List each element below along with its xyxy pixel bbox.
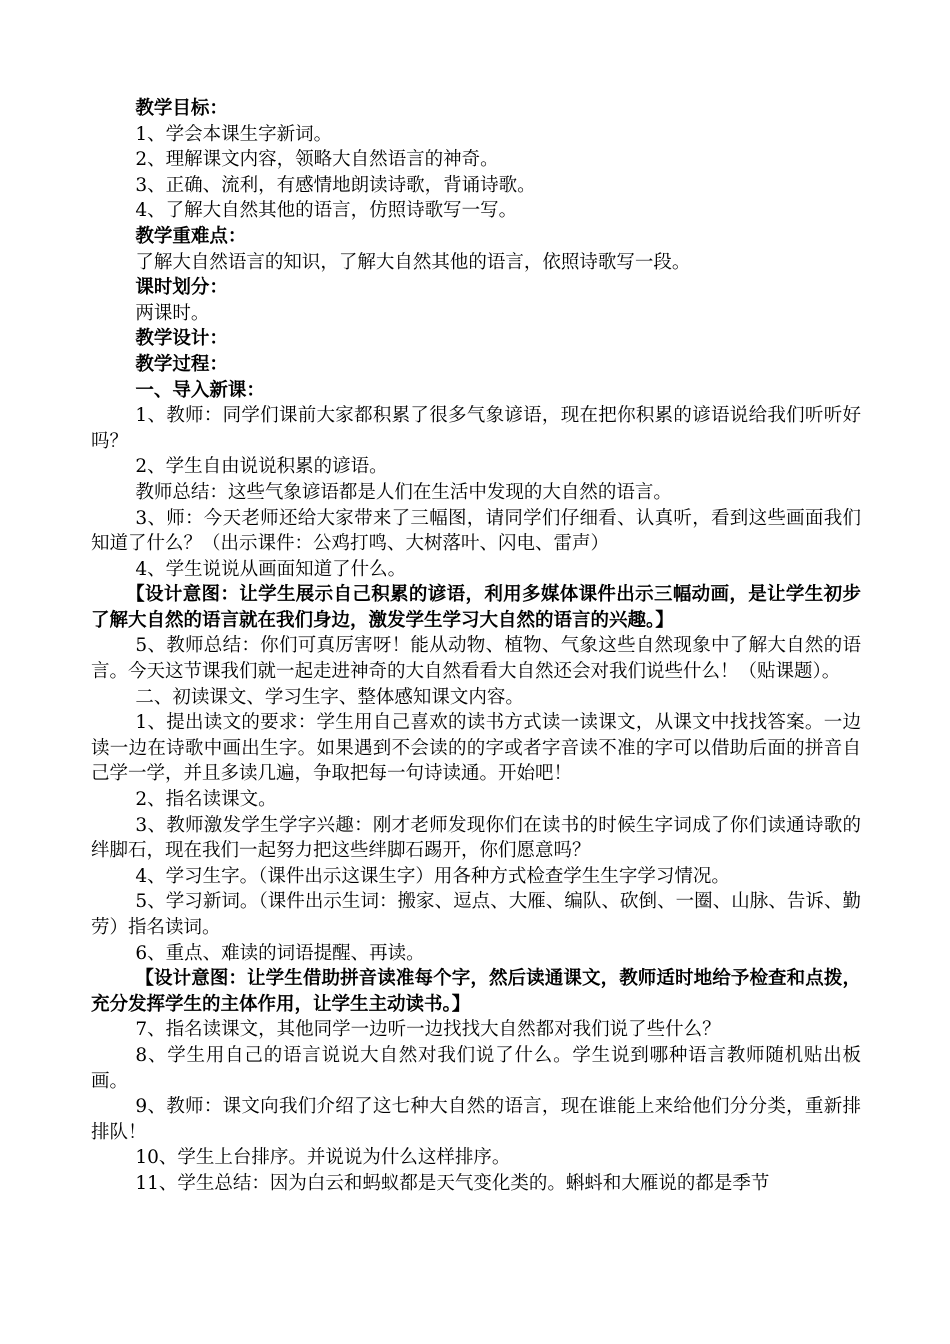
section-heading: 教学过程： (135, 353, 228, 375)
section-heading: 课时划分： (135, 277, 228, 299)
body-paragraph: 2、理解课文内容，领略大自然语言的神奇。 (135, 149, 499, 171)
design-intent-paragraph: 【设计意图：让学生展示自己积累的谚语，利用多媒体课件出示三幅动画，是让学生初步了解大自然的语言就在我们身边，激发学生学习大自然的语言的兴趣。】 (91, 584, 861, 631)
body-paragraph: 2、指名读课文。 (135, 789, 277, 811)
body-paragraph: 5、学习新词。（课件出示生词：搬家、逗点、大雁、编队、砍倒、一圈、山脉、告诉、勤劳）指名读词。 (91, 891, 861, 938)
section-heading: 一、导入新课： (135, 379, 265, 401)
body-paragraph: 7、指名读课文，其他同学一边听一边找找大自然都对我们说了些什么？ (135, 1019, 721, 1041)
body-paragraph: 4、学习生字。（课件出示这课生字）用各种方式检查学生生字学习情况。 (135, 865, 730, 887)
design-intent-paragraph: 【设计意图：让学生借助拼音读准每个字，然后读通课文，教师适时地给予检查和点拨，充分发挥学生的主体作用，让学生主动读书。】 (91, 968, 861, 1015)
body-paragraph: 5、教师总结：你们可真厉害呀！能从动物、植物、气象这些自然现象中了解大自然的语言。今天这节课我们就一起走进神奇的大自然看看大自然还会对我们说些什么！（贴课题）。 (91, 635, 861, 683)
body-paragraph: 教师总结：这些气象谚语都是人们在生活中发现的大自然的语言。 (135, 481, 672, 503)
body-paragraph: 3、正确、流利，有感情地朗读诗歌，背诵诗歌。 (135, 174, 536, 196)
body-paragraph: 1、教师：同学们课前大家都积累了很多气象谚语，现在把你积累的谚语说给我们听听好吗？ (91, 405, 861, 452)
section-heading: 教学设计： (135, 328, 228, 350)
body-paragraph: 2、学生自由说说积累的谚语。 (135, 456, 388, 478)
body-paragraph: 11、学生总结：因为白云和蚂蚁都是天气变化类的。蝌蚪和大雁说的都是季节 (135, 1172, 770, 1194)
body-paragraph: 3、教师激发学生学字兴趣：刚才老师发现你们在读书的时候生字词成了你们读通诗歌的绊脚石，现在我们一起努力把这些绊脚石踢开，你们愿意吗？ (91, 814, 861, 862)
section-heading: 教学重难点： (135, 225, 247, 247)
body-paragraph: 1、提出读文的要求：学生用自己喜欢的读书方式读一读课文，从课文中找找答案。一边读一边在诗歌中画出生字。如果遇到不会读的的字或者字音读不准的字可以借助后面的拼音自己学一学，并且多读几遍，争取把每一句诗读通。开始吧！ (91, 712, 861, 785)
body-paragraph: 了解大自然语言的知识，了解大自然其他的语言，依照诗歌写一段。 (135, 251, 691, 273)
body-paragraph: 4、了解大自然其他的语言，仿照诗歌写一写。 (135, 200, 518, 222)
body-paragraph: 3、师：今天老师还给大家带来了三幅图，请同学们仔细看、认真听，看到这些画面我们知道了什么？（出示课件：公鸡打鸣、大树落叶、闪电、雷声） (91, 507, 861, 555)
document-page (91, 96, 861, 1197)
body-paragraph: 二、初读课文、学习生字、整体感知课文内容。 (135, 686, 524, 708)
body-paragraph: 8、学生用自己的语言说说大自然对我们说了什么。学生说到哪种语言教师随机贴出板画。 (91, 1044, 861, 1092)
body-paragraph: 1、学会本课生字新词。 (135, 123, 333, 145)
section-heading: 教学目标： (135, 98, 228, 119)
body-paragraph: 两课时。 (135, 302, 210, 324)
body-paragraph: 9、教师：课文向我们介绍了这七种大自然的语言，现在谁能上来给他们分分类，重新排排队！ (91, 1096, 861, 1143)
body-paragraph: 10、学生上台排序。并说说为什么这样排序。 (135, 1147, 511, 1169)
body-paragraph: 4、学生说说从画面知道了什么。 (135, 558, 407, 580)
body-paragraph: 6、重点、难读的词语提醒、再读。 (135, 942, 425, 964)
